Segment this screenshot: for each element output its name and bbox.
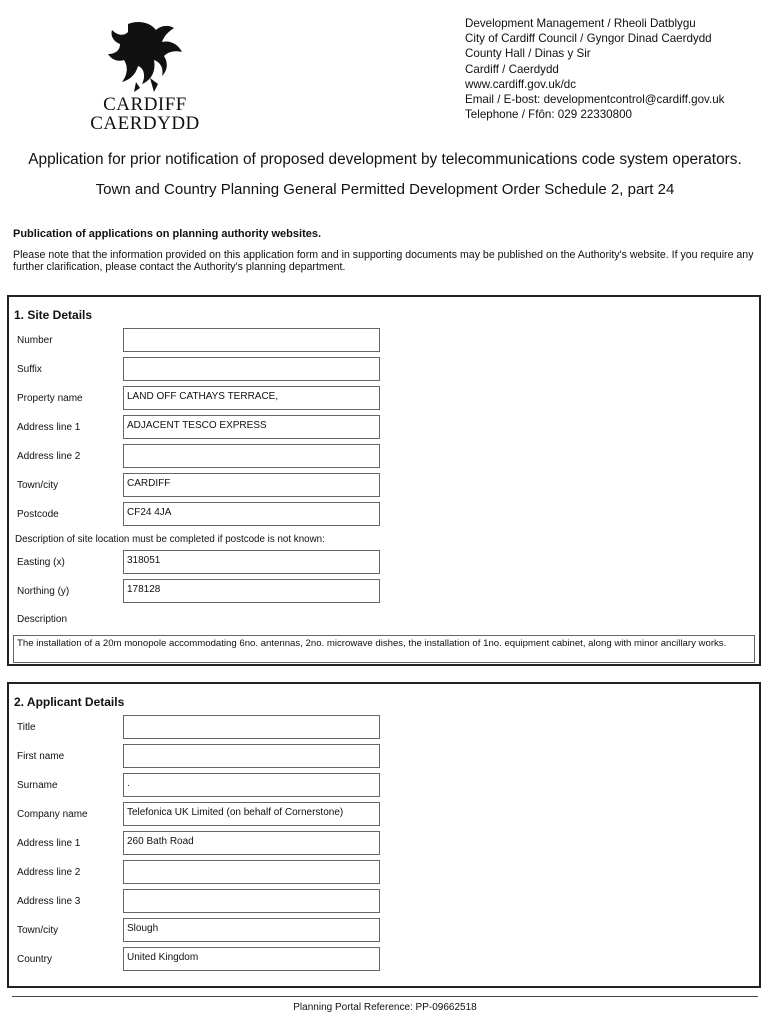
description-textarea[interactable]: The installation of a 20m monopole accommodating 6no. antennas, 2no. microwave dishes, the installation of 1no. equipment cabinet, along with minor ancillary works. [13, 635, 755, 663]
field-northing [15, 579, 755, 605]
field-label: Number [17, 335, 53, 346]
form-title: Application for prior notification of proposed development by telecommunications code system operators. [28, 151, 742, 168]
field-label: Northing (y) [17, 586, 70, 597]
footer-divider [12, 996, 758, 997]
field-town-city [15, 473, 755, 499]
property-name-input[interactable]: LAND OFF CATHAYS TERRACE, [123, 386, 380, 410]
field-easting [15, 550, 755, 576]
field-label: Address line 1 [17, 838, 81, 849]
applicant-address-line-2-input[interactable] [123, 860, 380, 884]
field-first-name [15, 744, 755, 770]
field-label: Company name [17, 809, 88, 820]
contact-website[interactable]: www.cardiff.gov.uk/dc [465, 77, 577, 91]
field-address-line-2 [15, 860, 755, 886]
field-label: Address line 2 [17, 451, 81, 462]
field-label: Title [17, 722, 36, 733]
field-label: Surname [17, 780, 58, 791]
suffix-input[interactable] [123, 357, 380, 381]
northing-input[interactable]: 178128 [123, 579, 380, 603]
location-note: Description of site location must be completed if postcode is not known: [15, 534, 325, 545]
applicant-address-line-1-input[interactable]: 260 Bath Road [123, 831, 380, 855]
company-name-input[interactable]: Telefonica UK Limited (on behalf of Cornerstone) [123, 802, 380, 826]
field-address-line-1 [15, 415, 755, 441]
field-country [15, 947, 755, 973]
site-details-section [7, 295, 761, 666]
contact-city: Cardiff / Caerdydd [465, 62, 559, 76]
section-title: 1. Site Details [14, 308, 93, 322]
field-label: Suffix [17, 364, 42, 375]
number-input[interactable] [123, 328, 380, 352]
contact-telephone: Telephone / Ffôn: 029 22330800 [465, 108, 632, 122]
field-town-city [15, 918, 755, 944]
town-city-input[interactable]: CARDIFF [123, 473, 380, 497]
field-title [15, 715, 755, 741]
field-address-line-1 [15, 831, 755, 857]
surname-input[interactable]: . [123, 773, 380, 797]
description-label: Description [17, 614, 68, 625]
title-input[interactable] [123, 715, 380, 739]
easting-input[interactable]: 318051 [123, 550, 380, 574]
address-line-1-input[interactable]: ADJACENT TESCO EXPRESS [123, 415, 380, 439]
field-label: Address line 3 [17, 896, 81, 907]
dragon-emblem-icon [98, 18, 190, 96]
field-postcode [15, 502, 755, 528]
field-label: First name [17, 751, 65, 762]
field-label: Address line 2 [17, 867, 81, 878]
first-name-input[interactable] [123, 744, 380, 768]
portal-reference: Planning Portal Reference: PP-09662518 [293, 1002, 477, 1013]
field-label: Address line 1 [17, 422, 81, 433]
publication-note: Please note that the information provided on this application form and in supporting documents may be published on the Authority's website. If you require any further clarification, please contact the Authority's planning department. [13, 249, 754, 273]
applicant-details-section [7, 682, 761, 988]
council-logo [70, 14, 220, 134]
field-number [15, 328, 755, 354]
applicant-town-city-input[interactable]: Slough [123, 918, 380, 942]
field-label: Country [17, 954, 53, 965]
field-address-line-2 [15, 444, 755, 470]
form-subtitle: Town and Country Planning General Permitted Development Order Schedule 2, part 24 [95, 181, 675, 198]
field-company-name [15, 802, 755, 828]
field-label: Town/city [17, 925, 59, 936]
address-line-2-input[interactable] [123, 444, 380, 468]
applicant-address-line-3-input[interactable] [123, 889, 380, 913]
contact-details [465, 16, 724, 122]
field-label: Easting (x) [17, 557, 65, 568]
field-label: Property name [17, 393, 83, 404]
contact-department: Development Management / Rheoli Datblygu [465, 17, 696, 30]
postcode-input[interactable]: CF24 4JA [123, 502, 380, 526]
publication-heading: Publication of applications on planning authority websites. [13, 228, 322, 240]
field-address-line-3 [15, 889, 755, 915]
contact-building: County Hall / Dinas y Sir [465, 47, 591, 61]
contact-council: City of Cardiff Council / Gyngor Dinad Caerdydd [465, 32, 712, 46]
field-surname [15, 773, 755, 799]
logo-wordmark-english: CARDIFF [103, 94, 187, 115]
field-label: Postcode [17, 509, 59, 520]
section-title: 2. Applicant Details [14, 695, 125, 709]
field-label: Town/city [17, 480, 59, 491]
field-suffix [15, 357, 755, 383]
logo-wordmark-welsh: CAERDYDD [90, 113, 200, 134]
contact-email[interactable]: Email / E-bost: developmentcontrol@cardiff.gov.uk [465, 93, 725, 107]
country-input[interactable]: United Kingdom [123, 947, 380, 971]
field-property-name [15, 386, 755, 412]
